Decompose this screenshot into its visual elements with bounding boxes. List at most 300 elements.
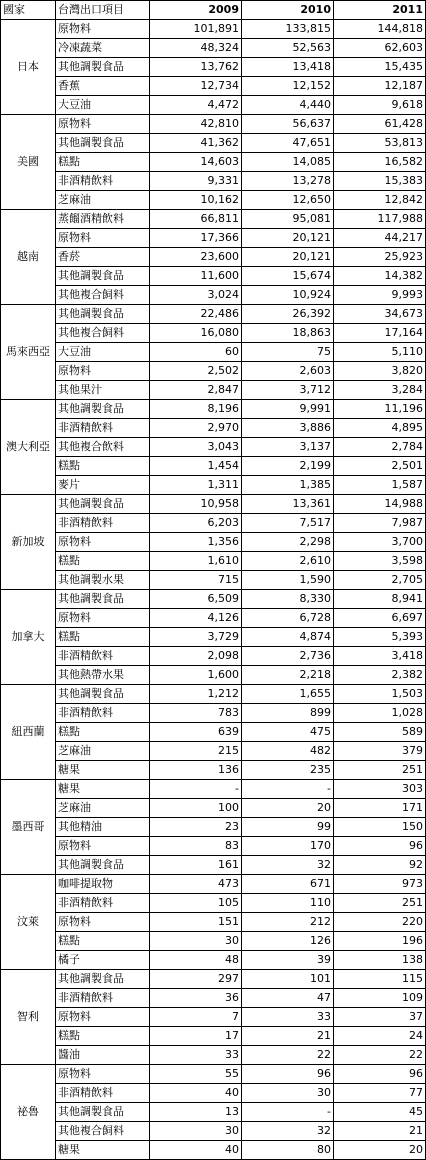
value-cell-2009: 2,970 xyxy=(150,419,242,438)
item-cell: 非酒精飲料 xyxy=(56,514,150,533)
country-cell: 越南 xyxy=(1,210,56,305)
country-cell: 馬來西亞 xyxy=(1,305,56,400)
value-cell-2011: 45 xyxy=(334,1103,426,1122)
table-row xyxy=(1,647,426,666)
value-cell-2009: 2,098 xyxy=(150,647,242,666)
value-cell-2010: 12,650 xyxy=(242,191,334,210)
table-row xyxy=(1,438,426,457)
value-cell-2010: 3,886 xyxy=(242,419,334,438)
value-cell-2011: 61,428 xyxy=(334,115,426,134)
value-cell-2010: 20 xyxy=(242,799,334,818)
item-cell: 冷凍蔬菜 xyxy=(56,39,150,58)
table-row xyxy=(1,571,426,590)
value-cell-2009: 13 xyxy=(150,1103,242,1122)
value-cell-2010: 18,863 xyxy=(242,324,334,343)
value-cell-2009: 14,603 xyxy=(150,153,242,172)
value-cell-2010: 101 xyxy=(242,970,334,989)
value-cell-2009: 30 xyxy=(150,932,242,951)
item-cell: 原物料 xyxy=(56,609,150,628)
value-cell-2011: 8,941 xyxy=(334,590,426,609)
value-cell-2011: 15,383 xyxy=(334,172,426,191)
value-cell-2011: 12,842 xyxy=(334,191,426,210)
item-cell: 其他調製食品 xyxy=(56,495,150,514)
value-cell-2009: 60 xyxy=(150,343,242,362)
value-cell-2009: 13,762 xyxy=(150,58,242,77)
value-cell-2011: 15,435 xyxy=(334,58,426,77)
value-cell-2011: 109 xyxy=(334,989,426,1008)
value-cell-2010: 6,728 xyxy=(242,609,334,628)
value-cell-2010: 32 xyxy=(242,1122,334,1141)
value-cell-2011: 171 xyxy=(334,799,426,818)
item-cell: 芝麻油 xyxy=(56,742,150,761)
value-cell-2009: 151 xyxy=(150,913,242,932)
value-cell-2010: 3,712 xyxy=(242,381,334,400)
value-cell-2011: 24 xyxy=(334,1027,426,1046)
table-row xyxy=(1,324,426,343)
item-cell: 芝麻油 xyxy=(56,799,150,818)
value-cell-2011: 21 xyxy=(334,1122,426,1141)
item-cell: 糕點 xyxy=(56,552,150,571)
value-cell-2010: 110 xyxy=(242,894,334,913)
value-cell-2009: 715 xyxy=(150,571,242,590)
value-cell-2011: 17,164 xyxy=(334,324,426,343)
table-row xyxy=(1,1008,426,1027)
table-row xyxy=(1,989,426,1008)
table-row xyxy=(1,286,426,305)
table-row xyxy=(1,20,426,39)
value-cell-2010: 8,330 xyxy=(242,590,334,609)
item-cell: 其他調製食品 xyxy=(56,1103,150,1122)
table-row xyxy=(1,77,426,96)
value-cell-2010: 10,924 xyxy=(242,286,334,305)
value-cell-2010: 14,085 xyxy=(242,153,334,172)
value-cell-2009: 4,472 xyxy=(150,96,242,115)
value-cell-2011: 96 xyxy=(334,837,426,856)
header-country: 國家 xyxy=(1,1,56,20)
value-cell-2010: - xyxy=(242,1103,334,1122)
value-cell-2011: 3,820 xyxy=(334,362,426,381)
table-row xyxy=(1,495,426,514)
value-cell-2010: 12,152 xyxy=(242,77,334,96)
table-row xyxy=(1,1122,426,1141)
table-row xyxy=(1,799,426,818)
table-row xyxy=(1,58,426,77)
value-cell-2009: 42,810 xyxy=(150,115,242,134)
value-cell-2010: 99 xyxy=(242,818,334,837)
value-cell-2009: 105 xyxy=(150,894,242,913)
value-cell-2010: 4,440 xyxy=(242,96,334,115)
value-cell-2010: 39 xyxy=(242,951,334,970)
table-row xyxy=(1,970,426,989)
value-cell-2010: 2,298 xyxy=(242,533,334,552)
value-cell-2009: - xyxy=(150,780,242,799)
value-cell-2011: 77 xyxy=(334,1084,426,1103)
value-cell-2011: 589 xyxy=(334,723,426,742)
item-cell: 醬油 xyxy=(56,1046,150,1065)
country-cell: 祕魯 xyxy=(1,1065,56,1160)
item-cell: 原物料 xyxy=(56,229,150,248)
item-cell: 其他精油 xyxy=(56,818,150,837)
table-row xyxy=(1,191,426,210)
table-row xyxy=(1,229,426,248)
value-cell-2009: 8,196 xyxy=(150,400,242,419)
table-row xyxy=(1,723,426,742)
value-cell-2010: 3,137 xyxy=(242,438,334,457)
value-cell-2011: 16,582 xyxy=(334,153,426,172)
value-cell-2009: 33 xyxy=(150,1046,242,1065)
value-cell-2009: 1,311 xyxy=(150,476,242,495)
value-cell-2010: 30 xyxy=(242,1084,334,1103)
value-cell-2011: 92 xyxy=(334,856,426,875)
value-cell-2011: 1,503 xyxy=(334,685,426,704)
table-row xyxy=(1,609,426,628)
value-cell-2010: 9,991 xyxy=(242,400,334,419)
item-cell: 非酒精飲料 xyxy=(56,894,150,913)
value-cell-2011: 9,618 xyxy=(334,96,426,115)
value-cell-2010: 126 xyxy=(242,932,334,951)
value-cell-2011: 34,673 xyxy=(334,305,426,324)
value-cell-2011: 251 xyxy=(334,761,426,780)
item-cell: 其他調製食品 xyxy=(56,400,150,419)
header-item: 台灣出口項目 xyxy=(56,1,150,20)
table-row xyxy=(1,248,426,267)
table-row xyxy=(1,343,426,362)
value-cell-2009: 11,600 xyxy=(150,267,242,286)
value-cell-2010: - xyxy=(242,780,334,799)
table-row xyxy=(1,666,426,685)
header-year-2009: 2009 xyxy=(150,1,242,20)
value-cell-2011: 5,110 xyxy=(334,343,426,362)
item-cell: 大豆油 xyxy=(56,96,150,115)
table-row xyxy=(1,1103,426,1122)
value-cell-2009: 1,356 xyxy=(150,533,242,552)
value-cell-2009: 1,212 xyxy=(150,685,242,704)
value-cell-2010: 13,361 xyxy=(242,495,334,514)
table-row xyxy=(1,856,426,875)
item-cell: 其他複合飼料 xyxy=(56,1122,150,1141)
value-cell-2010: 47 xyxy=(242,989,334,1008)
value-cell-2009: 9,331 xyxy=(150,172,242,191)
item-cell: 原物料 xyxy=(56,533,150,552)
value-cell-2009: 639 xyxy=(150,723,242,742)
value-cell-2009: 23 xyxy=(150,818,242,837)
table-row xyxy=(1,1141,426,1160)
country-cell: 日本 xyxy=(1,20,56,115)
value-cell-2010: 212 xyxy=(242,913,334,932)
item-cell: 原物料 xyxy=(56,115,150,134)
item-cell: 麥片 xyxy=(56,476,150,495)
value-cell-2010: 170 xyxy=(242,837,334,856)
value-cell-2011: 62,603 xyxy=(334,39,426,58)
table-row xyxy=(1,1046,426,1065)
item-cell: 大豆油 xyxy=(56,343,150,362)
table-row xyxy=(1,476,426,495)
value-cell-2009: 17,366 xyxy=(150,229,242,248)
value-cell-2009: 30 xyxy=(150,1122,242,1141)
value-cell-2010: 15,674 xyxy=(242,267,334,286)
table-row xyxy=(1,115,426,134)
table-row xyxy=(1,172,426,191)
item-cell: 其他調製食品 xyxy=(56,685,150,704)
value-cell-2010: 95,081 xyxy=(242,210,334,229)
value-cell-2011: 379 xyxy=(334,742,426,761)
item-cell: 香蕉 xyxy=(56,77,150,96)
table-row xyxy=(1,742,426,761)
table-row xyxy=(1,1027,426,1046)
table-row xyxy=(1,685,426,704)
value-cell-2009: 783 xyxy=(150,704,242,723)
value-cell-2009: 10,958 xyxy=(150,495,242,514)
table-row xyxy=(1,362,426,381)
value-cell-2009: 161 xyxy=(150,856,242,875)
value-cell-2009: 4,126 xyxy=(150,609,242,628)
value-cell-2010: 96 xyxy=(242,1065,334,1084)
value-cell-2010: 13,418 xyxy=(242,58,334,77)
value-cell-2009: 83 xyxy=(150,837,242,856)
value-cell-2009: 6,509 xyxy=(150,590,242,609)
value-cell-2010: 20,121 xyxy=(242,229,334,248)
value-cell-2011: 138 xyxy=(334,951,426,970)
table-row xyxy=(1,533,426,552)
header-year-2011: 2011 xyxy=(334,1,426,20)
value-cell-2011: 117,988 xyxy=(334,210,426,229)
value-cell-2010: 2,199 xyxy=(242,457,334,476)
table-row xyxy=(1,875,426,894)
value-cell-2010: 26,392 xyxy=(242,305,334,324)
value-cell-2010: 482 xyxy=(242,742,334,761)
value-cell-2010: 4,874 xyxy=(242,628,334,647)
item-cell: 其他調製食品 xyxy=(56,856,150,875)
item-cell: 其他調製食品 xyxy=(56,590,150,609)
item-cell: 其他調製食品 xyxy=(56,267,150,286)
value-cell-2009: 100 xyxy=(150,799,242,818)
value-cell-2009: 2,847 xyxy=(150,381,242,400)
value-cell-2010: 75 xyxy=(242,343,334,362)
header-year-2010: 2010 xyxy=(242,1,334,20)
value-cell-2009: 66,811 xyxy=(150,210,242,229)
value-cell-2010: 899 xyxy=(242,704,334,723)
value-cell-2011: 4,895 xyxy=(334,419,426,438)
table-row xyxy=(1,96,426,115)
table-row xyxy=(1,590,426,609)
value-cell-2009: 136 xyxy=(150,761,242,780)
value-cell-2009: 17 xyxy=(150,1027,242,1046)
item-cell: 非酒精飲料 xyxy=(56,989,150,1008)
value-cell-2011: 3,284 xyxy=(334,381,426,400)
value-cell-2011: 3,418 xyxy=(334,647,426,666)
value-cell-2010: 2,603 xyxy=(242,362,334,381)
country-cell: 紐西蘭 xyxy=(1,685,56,780)
value-cell-2009: 3,024 xyxy=(150,286,242,305)
value-cell-2010: 33 xyxy=(242,1008,334,1027)
value-cell-2011: 53,813 xyxy=(334,134,426,153)
table-row xyxy=(1,1065,426,1084)
value-cell-2009: 1,454 xyxy=(150,457,242,476)
value-cell-2009: 16,080 xyxy=(150,324,242,343)
value-cell-2011: 220 xyxy=(334,913,426,932)
item-cell: 其他熱帶水果 xyxy=(56,666,150,685)
value-cell-2011: 5,393 xyxy=(334,628,426,647)
value-cell-2010: 47,651 xyxy=(242,134,334,153)
item-cell: 其他果汁 xyxy=(56,381,150,400)
value-cell-2009: 48,324 xyxy=(150,39,242,58)
value-cell-2011: 144,818 xyxy=(334,20,426,39)
value-cell-2011: 973 xyxy=(334,875,426,894)
value-cell-2009: 101,891 xyxy=(150,20,242,39)
country-cell: 澳大利亞 xyxy=(1,400,56,495)
value-cell-2011: 251 xyxy=(334,894,426,913)
value-cell-2009: 1,610 xyxy=(150,552,242,571)
item-cell: 原物料 xyxy=(56,1065,150,1084)
item-cell: 其他複合飼料 xyxy=(56,286,150,305)
table-row xyxy=(1,153,426,172)
value-cell-2010: 21 xyxy=(242,1027,334,1046)
item-cell: 香菸 xyxy=(56,248,150,267)
table-row xyxy=(1,514,426,533)
value-cell-2011: 3,700 xyxy=(334,533,426,552)
item-cell: 糕點 xyxy=(56,1027,150,1046)
item-cell: 原物料 xyxy=(56,1008,150,1027)
value-cell-2010: 13,278 xyxy=(242,172,334,191)
table-row xyxy=(1,818,426,837)
country-cell: 美國 xyxy=(1,115,56,210)
table-row xyxy=(1,134,426,153)
item-cell: 其他調製食品 xyxy=(56,305,150,324)
value-cell-2009: 10,162 xyxy=(150,191,242,210)
table-row xyxy=(1,894,426,913)
item-cell: 糕點 xyxy=(56,723,150,742)
value-cell-2010: 7,517 xyxy=(242,514,334,533)
item-cell: 糕點 xyxy=(56,153,150,172)
item-cell: 非酒精飲料 xyxy=(56,419,150,438)
table-row xyxy=(1,267,426,286)
table-row xyxy=(1,913,426,932)
item-cell: 原物料 xyxy=(56,837,150,856)
value-cell-2011: 20 xyxy=(334,1141,426,1160)
value-cell-2010: 32 xyxy=(242,856,334,875)
item-cell: 糖果 xyxy=(56,1141,150,1160)
value-cell-2011: 96 xyxy=(334,1065,426,1084)
value-cell-2011: 7,987 xyxy=(334,514,426,533)
value-cell-2010: 2,610 xyxy=(242,552,334,571)
value-cell-2009: 40 xyxy=(150,1141,242,1160)
value-cell-2011: 196 xyxy=(334,932,426,951)
item-cell: 糖果 xyxy=(56,761,150,780)
value-cell-2011: 303 xyxy=(334,780,426,799)
value-cell-2011: 2,784 xyxy=(334,438,426,457)
value-cell-2010: 671 xyxy=(242,875,334,894)
value-cell-2011: 1,028 xyxy=(334,704,426,723)
table-row xyxy=(1,419,426,438)
value-cell-2011: 2,382 xyxy=(334,666,426,685)
country-cell: 加拿大 xyxy=(1,590,56,685)
value-cell-2010: 20,121 xyxy=(242,248,334,267)
item-cell: 其他調製食品 xyxy=(56,58,150,77)
value-cell-2010: 1,385 xyxy=(242,476,334,495)
value-cell-2009: 2,502 xyxy=(150,362,242,381)
value-cell-2010: 2,736 xyxy=(242,647,334,666)
value-cell-2010: 80 xyxy=(242,1141,334,1160)
value-cell-2010: 56,637 xyxy=(242,115,334,134)
value-cell-2011: 115 xyxy=(334,970,426,989)
item-cell: 咖啡提取物 xyxy=(56,875,150,894)
item-cell: 原物料 xyxy=(56,913,150,932)
item-cell: 糕點 xyxy=(56,628,150,647)
item-cell: 非酒精飲料 xyxy=(56,1084,150,1103)
item-cell: 芝麻油 xyxy=(56,191,150,210)
item-cell: 原物料 xyxy=(56,20,150,39)
item-cell: 其他調製水果 xyxy=(56,571,150,590)
table-row xyxy=(1,457,426,476)
table-row xyxy=(1,837,426,856)
value-cell-2011: 3,598 xyxy=(334,552,426,571)
table-row xyxy=(1,761,426,780)
value-cell-2010: 1,590 xyxy=(242,571,334,590)
table-row xyxy=(1,381,426,400)
value-cell-2009: 23,600 xyxy=(150,248,242,267)
value-cell-2009: 297 xyxy=(150,970,242,989)
value-cell-2010: 1,655 xyxy=(242,685,334,704)
value-cell-2009: 55 xyxy=(150,1065,242,1084)
value-cell-2009: 12,734 xyxy=(150,77,242,96)
item-cell: 非酒精飲料 xyxy=(56,172,150,191)
item-cell: 橘子 xyxy=(56,951,150,970)
item-cell: 其他複合飲料 xyxy=(56,438,150,457)
item-cell: 糖果 xyxy=(56,780,150,799)
value-cell-2011: 44,217 xyxy=(334,229,426,248)
value-cell-2011: 14,382 xyxy=(334,267,426,286)
table-row xyxy=(1,400,426,419)
value-cell-2009: 40 xyxy=(150,1084,242,1103)
value-cell-2010: 52,563 xyxy=(242,39,334,58)
value-cell-2011: 14,988 xyxy=(334,495,426,514)
value-cell-2011: 6,697 xyxy=(334,609,426,628)
item-cell: 其他調製食品 xyxy=(56,970,150,989)
table-row xyxy=(1,628,426,647)
table-row xyxy=(1,951,426,970)
value-cell-2009: 473 xyxy=(150,875,242,894)
value-cell-2009: 1,600 xyxy=(150,666,242,685)
value-cell-2009: 6,203 xyxy=(150,514,242,533)
table-row xyxy=(1,932,426,951)
country-cell: 智利 xyxy=(1,970,56,1065)
value-cell-2010: 22 xyxy=(242,1046,334,1065)
value-cell-2010: 235 xyxy=(242,761,334,780)
table-row xyxy=(1,1084,426,1103)
value-cell-2009: 215 xyxy=(150,742,242,761)
value-cell-2011: 1,587 xyxy=(334,476,426,495)
value-cell-2009: 41,362 xyxy=(150,134,242,153)
item-cell: 原物料 xyxy=(56,362,150,381)
table-row xyxy=(1,305,426,324)
table-row xyxy=(1,39,426,58)
value-cell-2010: 475 xyxy=(242,723,334,742)
item-cell: 糕點 xyxy=(56,457,150,476)
table-row xyxy=(1,210,426,229)
item-cell: 非酒精飲料 xyxy=(56,647,150,666)
item-cell: 其他複合飼料 xyxy=(56,324,150,343)
value-cell-2009: 7 xyxy=(150,1008,242,1027)
value-cell-2011: 150 xyxy=(334,818,426,837)
value-cell-2009: 36 xyxy=(150,989,242,1008)
table-row xyxy=(1,780,426,799)
value-cell-2009: 48 xyxy=(150,951,242,970)
country-cell: 汶萊 xyxy=(1,875,56,970)
item-cell: 其他調製食品 xyxy=(56,134,150,153)
table-row xyxy=(1,552,426,571)
value-cell-2010: 133,815 xyxy=(242,20,334,39)
value-cell-2011: 37 xyxy=(334,1008,426,1027)
